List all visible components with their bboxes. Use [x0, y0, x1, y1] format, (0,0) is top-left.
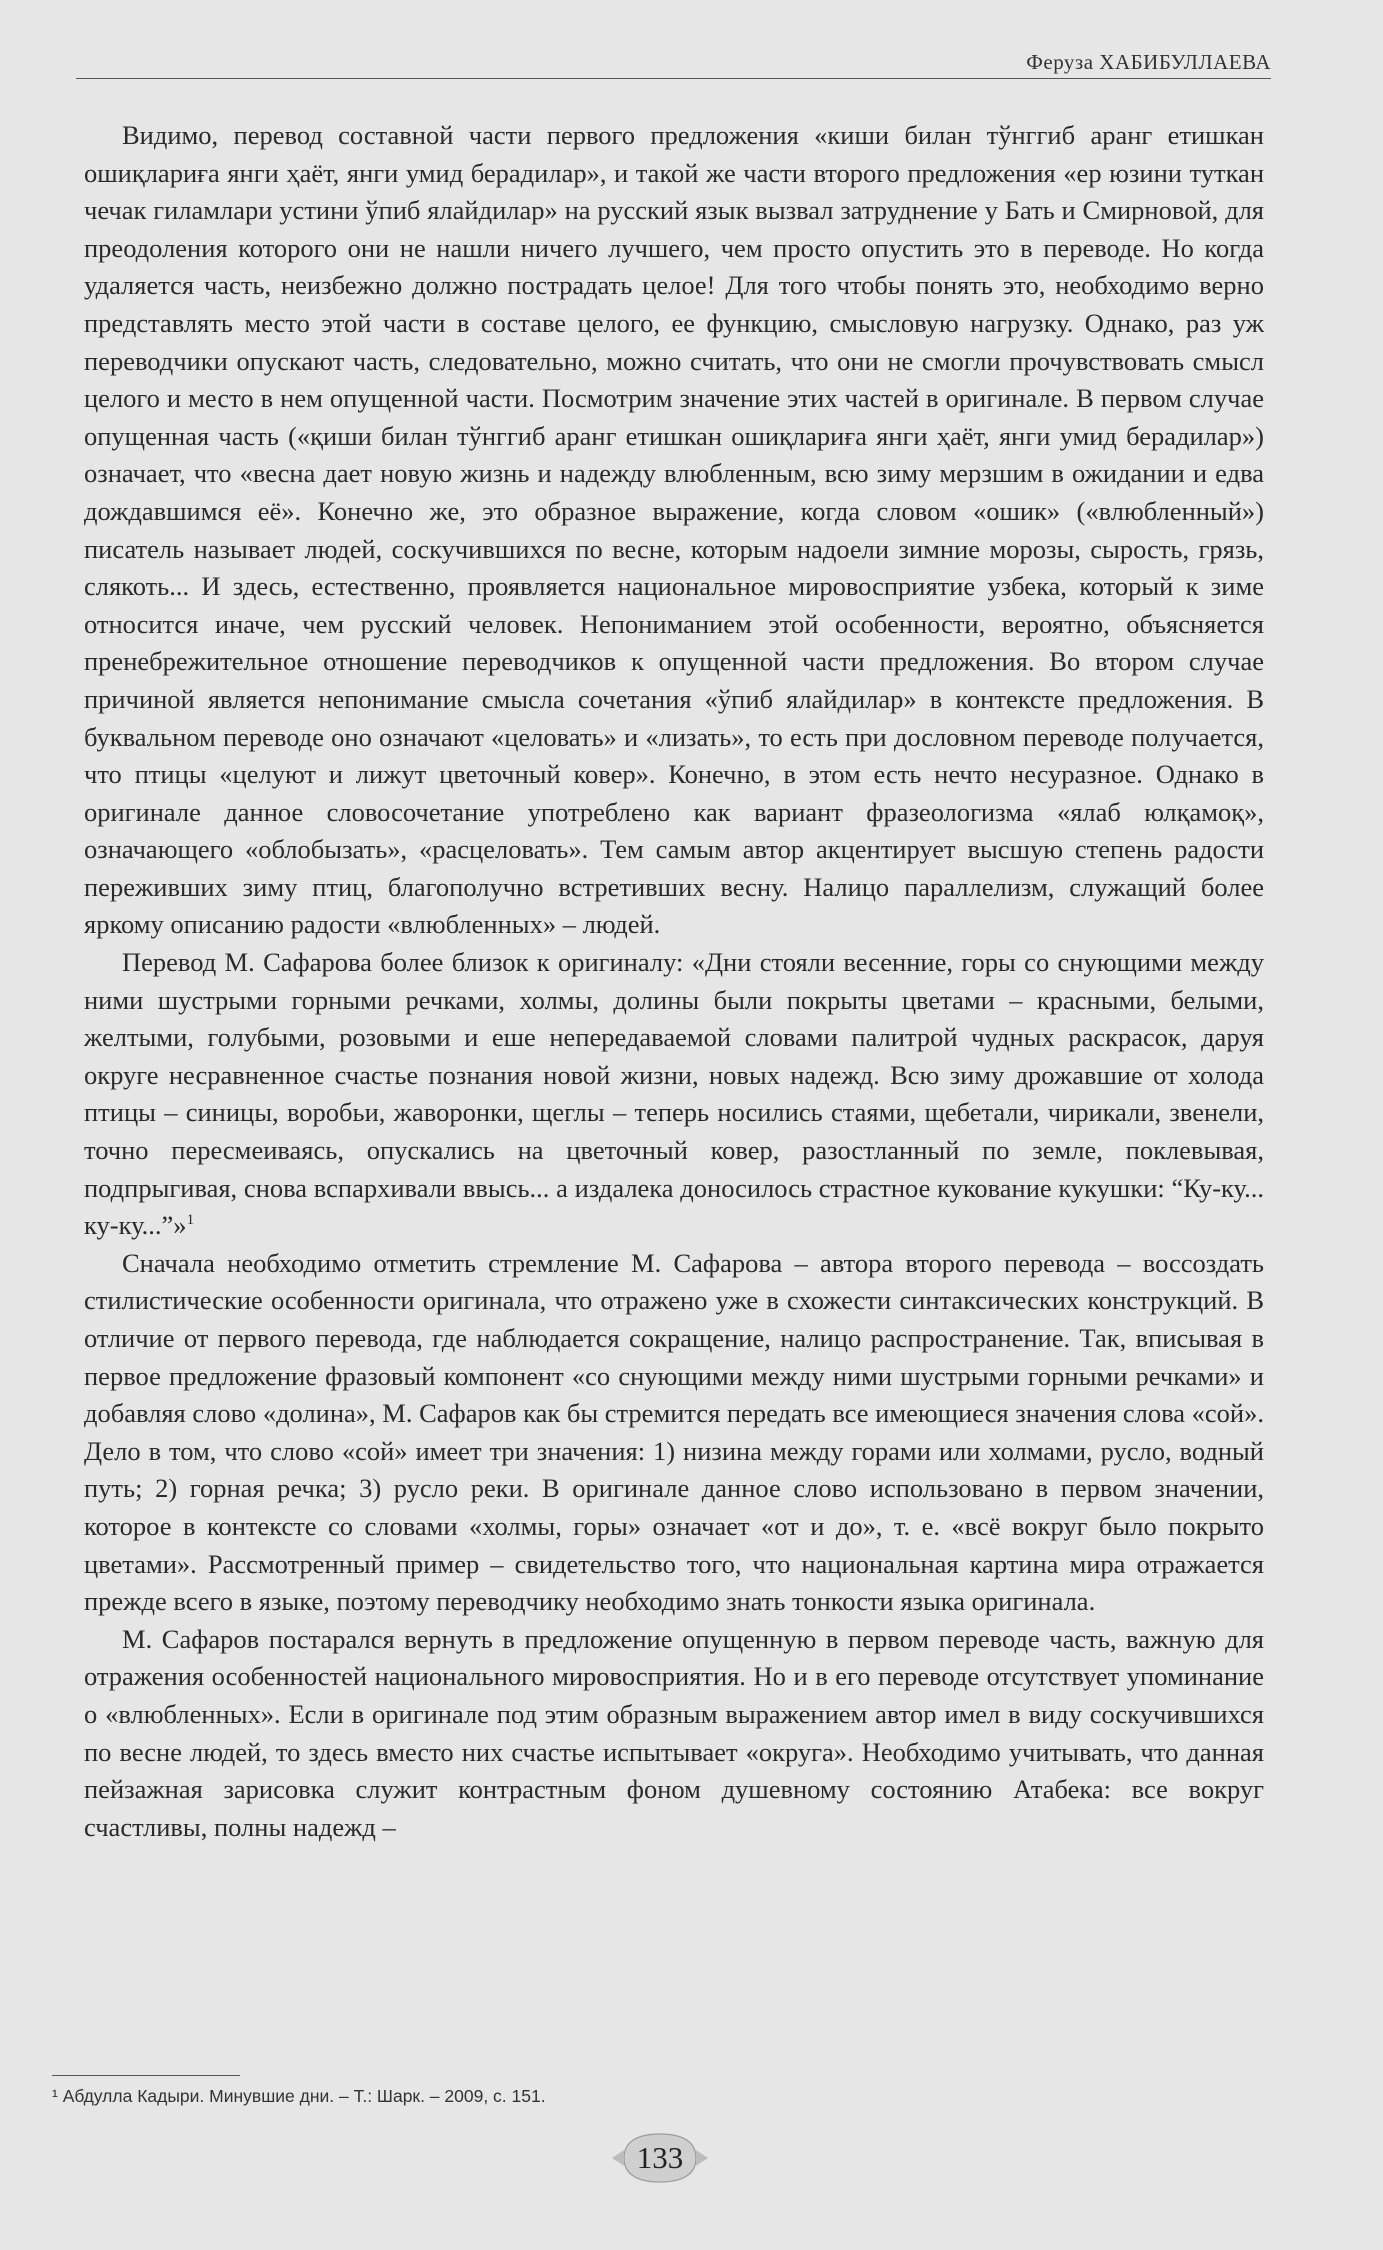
footnote: ¹ Абдулла Кадыри. Минувшие дни. – Т.: Шарк. – 2009, с. 151. — [52, 2086, 546, 2106]
page-number-badge — [610, 2130, 710, 2186]
page-number: 133 — [636, 2140, 684, 2175]
footnote-rule — [52, 2075, 240, 2076]
paragraph-2 — [84, 944, 1264, 1245]
running-head — [76, 48, 1271, 79]
paragraph-3: Сначала необходимо отметить стремление М. Сафарова – автора второго перевода – воссоздать стилистические особенности оригинала, что отражено уже в схожести синтаксических конструкций. В отличие от первого перевода, где наблюдается сокращение, налицо распространение. Так, вписывая в первое предложение фразовый компонент «со снующими между ними шустрыми горными речками» и добавляя слово «долина», М. Сафаров как бы стремится передать все имеющиеся значения слова «сой». Дело в том, что слово «сой» имеет три значения: 1) низина между горами или холмами, русло, водный путь; 2) горная речка; 3) русло реки. В оригинале данное слово использовано в первом значении, которое в контексте со словами «холмы, горы» означает «от и до», т. е. «всё вокруг было покрыто цветами». Рассмотренный пример – свидетельство того, что национальная картина мира отражается прежде всего в языке, поэтому переводчику необходимо знать тонкости языка оригинала. — [84, 1247, 1264, 1617]
body-text — [84, 117, 1264, 1846]
paragraph-1: Видимо, перевод составной части первого предложения «киши билан тўнггиб аранг етишкан ошиқлариға янги ҳаёт, янги умид берадилар», и такой же части второго предложения «ер юзини туткан чечак гиламлари устини ўпиб ялайдилар» на русский язык вызвал затруднение у Бать и Смирновой, для преодоления которого они не нашли ничего лучшего, чем просто опустить это в переводе. Но когда удаляется часть, неизбежно должно пострадать целое! Для того чтобы понять это, необходимо верно представлять место этой части в составе целого, ее функцию, смысловую нагрузку. Однако, раз уж переводчики опускают часть, следовательно, можно считать, что они не смогли прочувствовать смысл целого и место в нем опущенной части. Посмотрим значение этих частей в оригинале. В первом случае опущенная часть («қиши билан тўнггиб аранг етишкан ошиқлариға янги ҳаёт, янги умид берадилар») означает, что «весна дает новую жизнь и надежду влюбленным, всю зиму мерзшим в ожидании и едва дождавшимся её». Конечно же, это образное выражение, когда словом «ошик» («влюбленный») писатель называет людей, соскучившихся по весне, которым надоели зимние морозы, сырость, грязь, слякоть... И здесь, естественно, проявляется национальное мировосприятие узбека, который к зиме относится иначе, чем русский человек. Непониманием этой особенности, вероятно, объясняется пренебрежительное отношение переводчиков к опущенной части предложения. Во втором случае причиной является непонимание смысла сочетания «ўпиб ялайдилар» в контексте предложения. В буквальном переводе оно означают «целовать» и «лизать», то есть при дословном переводе получается, что птицы «целуют и лижут цветочный ковер». Конечно, в этом есть нечто несуразное. Однако в оригинале данное словосочетание употреблено как вариант фразеологизма «ялаб юлқамоқ», означающего «облобызать», «расцеловать». Тем самым автор акцентирует высшую степень радости переживших зиму птиц, благополучно встретивших весну. Налицо параллелизм, служащий более яркому описанию радости «влюбленных» – людей. — [84, 120, 1264, 940]
paragraph-2-text: Перевод М. Сафарова более близок к оригиналу: «Дни стояли весенние, горы со снующими между ними шустрыми горными речками, холмы, долины были покрыты цветами – красными, белыми, желтыми, голубыми, розовыми и еше непередаваемой словами палитрой чудных раскрасок, даруя округе несравненное счастье познания новой жизни, новых надежд. Всю зиму дрожавшие от холода птицы – синицы, воробьи, жаворонки, щеглы – теперь носились стаями, щебетали, чирикали, звенели, точно пересмеиваясь, опускались на цветочный ковер, разостланный по земле, поклевывая, подпрыгивая, снова вспархивали ввысь... а издалека доносилось страстное кукование кукушки: “Ку-ку... ку-ку...”» — [84, 947, 1264, 1241]
footnote-marker: 1 — [186, 1212, 195, 1229]
paragraph-4: М. Сафаров постарался вернуть в предложение опущенную в первом переводе часть, важную для отражения особенностей национального мировосприятия. Но и в его переводе отсутствует упоминание о «влюбленных». Если в оригинале под этим образным выражением автор имел в виду соскучившихся по весне людей, то здесь вместо них счастье испытывает «округа». Необходимо учитывать, что данная пейзажная зарисовка служит контрастным фоном душевному состоянию Атабека: все вокруг счастливы, полны надежд – — [84, 1623, 1264, 1842]
running-title: Феруза ХАБИБУЛЛАЕВА — [1026, 50, 1271, 74]
